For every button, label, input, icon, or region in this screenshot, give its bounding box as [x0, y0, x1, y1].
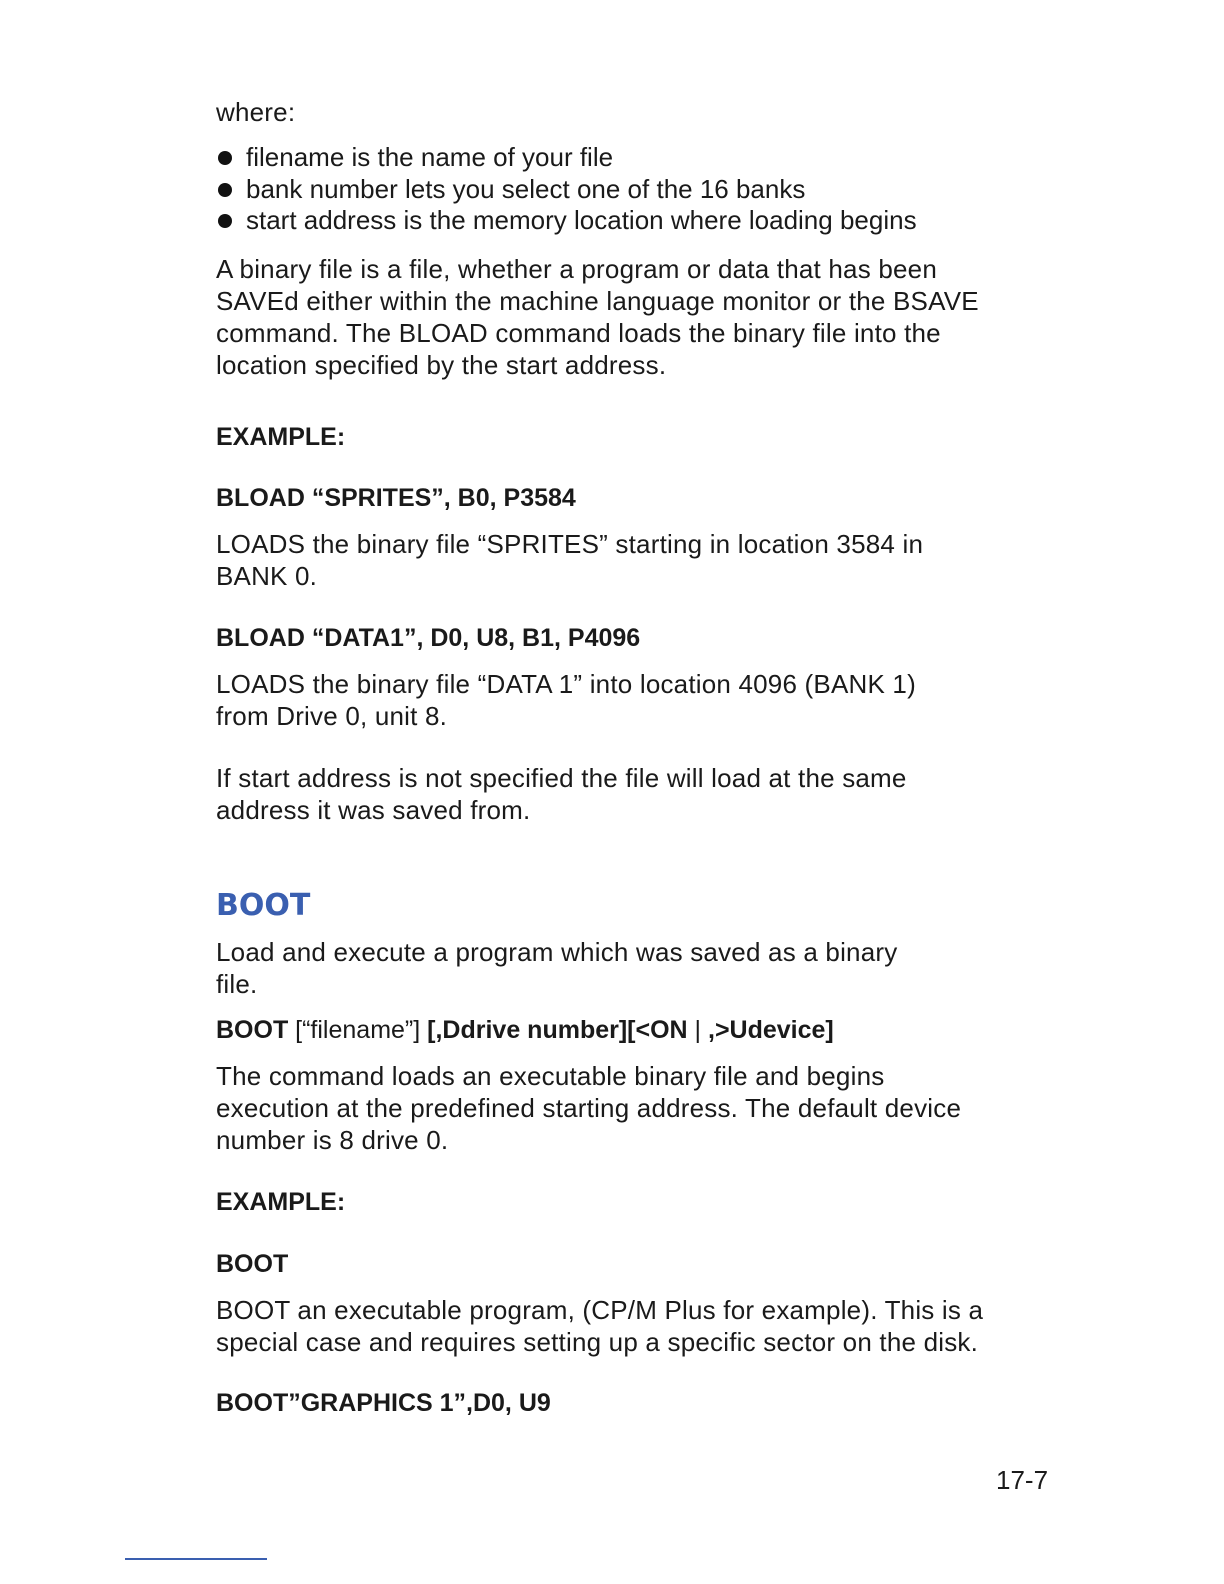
list-item: start address is the memory location where loading begins	[216, 205, 1056, 237]
footer-rule	[125, 1558, 267, 1560]
boot-syntax: BOOT [“filename”] [,Ddrive number][<ON | ,>Udevice]	[216, 1015, 834, 1044]
example-description: LOADS the binary file “DATA 1” into location 4096 (BANK 1) from Drive 0, unit 8.	[216, 668, 916, 731]
bload-description: A binary file is a file, whether a program or data that has been SAVEd either within the machine language monitor or the BSAVE command. The BLOAD command loads the binary file into the location specified by the start address.	[216, 253, 979, 380]
parameter-list	[216, 142, 1056, 237]
example-label: EXAMPLE:	[216, 422, 346, 451]
section-heading: BOOT	[216, 887, 311, 923]
example-command: BLOAD “DATA1”, D0, U8, B1, P4096	[216, 623, 641, 652]
boot-summary: Load and execute a program which was saved as a binary file.	[216, 936, 898, 999]
list-item: bank number lets you select one of the 16 banks	[216, 174, 1056, 206]
note-text: If start address is not specified the file will load at the same address it was saved from.	[216, 762, 907, 825]
example-command: BOOT”GRAPHICS 1”,D0, U9	[216, 1388, 551, 1417]
example-label: EXAMPLE:	[216, 1187, 346, 1216]
page-body	[216, 96, 1056, 1419]
bullet-icon	[218, 214, 232, 228]
bullet-icon	[218, 151, 232, 165]
intro-text: where:	[216, 97, 296, 127]
example-description: BOOT an executable program, (CP/M Plus for example). This is a special case and requires setting up a specific sector on the disk.	[216, 1294, 984, 1357]
example-description: LOADS the binary file “SPRITES” starting in location 3584 in BANK 0.	[216, 528, 924, 591]
example-command: BOOT	[216, 1249, 289, 1278]
list-item: filename is the name of your file	[216, 142, 1056, 174]
boot-description: The command loads an executable binary file and begins execution at the predefined starting address. The default device number is 8 drive 0.	[216, 1060, 962, 1155]
bullet-icon	[218, 183, 232, 197]
example-command: BLOAD “SPRITES”, B0, P3584	[216, 483, 576, 512]
page-number: 17-7	[996, 1465, 1049, 1495]
